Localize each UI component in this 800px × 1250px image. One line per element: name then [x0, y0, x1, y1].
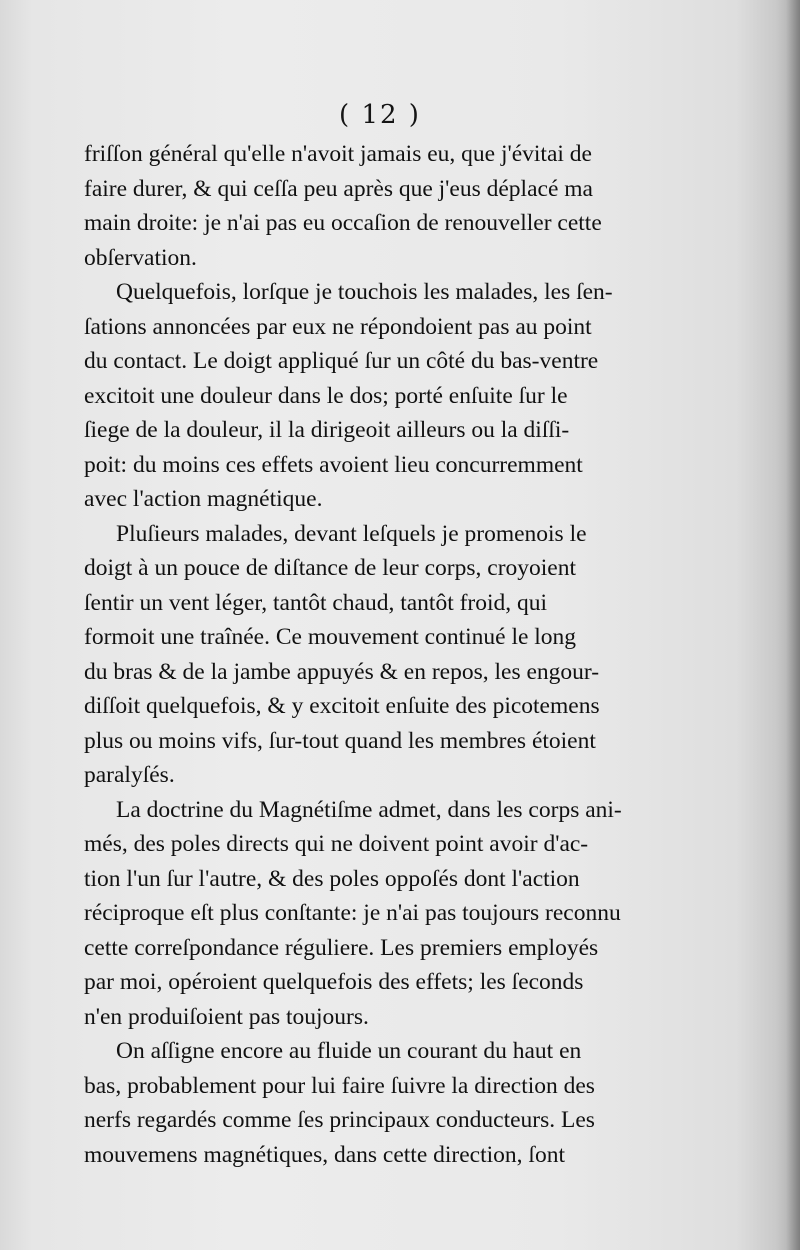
paragraph	[84, 793, 698, 1035]
text-line: paralyſés.	[84, 762, 175, 788]
text-line: ſations annoncées par eux ne répondoient pas au point	[84, 313, 592, 340]
text-line: On aſſigne encore au fluide un courant du haut en	[116, 1038, 582, 1064]
text-line: ſiege de la douleur, il la dirigeoit ailleurs ou la diſſi-	[84, 417, 570, 443]
page-edge-shadow	[786, 0, 800, 1250]
text-line: excitoit une douleur dans le dos; porté enſuite ſur le	[84, 382, 568, 409]
text-line: du contact. Le doigt appliqué ſur un côté du bas-ventre	[84, 348, 599, 374]
text-line: diſſoit quelquefois, & y excitoit enſuite des picotemens	[84, 693, 600, 719]
text-line: plus ou moins vifs, ſur-tout quand les membres étoient	[84, 727, 596, 754]
text-line: nerfs regardés comme ſes principaux conducteurs. Les	[84, 1107, 595, 1133]
text-line: du bras & de la jambe appuyés & en repos, les engour-	[84, 658, 600, 685]
text-line: main droite: je n'ai pas eu occaſion de renouveller cette	[84, 210, 602, 236]
body-text	[84, 137, 698, 1172]
text-line: obſervation.	[84, 244, 197, 271]
text-line: doigt à un pouce de diſtance de leur corps, croyoient	[84, 555, 577, 581]
text-line: ſentir un vent léger, tantôt chaud, tantôt froid, qui	[84, 589, 548, 616]
text-line: més, des poles directs qui ne doivent point avoir d'ac-	[84, 831, 589, 857]
page-number: ( 12 )	[339, 100, 421, 130]
paragraph	[84, 137, 698, 275]
text-line: Quelquefois, lorſque je touchois les malades, les ſen-	[116, 279, 613, 305]
text-line: cette correſpondance réguliere. Les premiers employés	[84, 934, 599, 961]
text-line: bas, probablement pour lui faire ſuivre la direction des	[84, 1072, 595, 1099]
text-line: poit: du moins ces effets avoient lieu concurremment	[84, 451, 583, 478]
text-line: avec l'action magnétique.	[84, 486, 323, 512]
text-line: n'en produiſoient pas toujours.	[84, 1003, 369, 1030]
text-line: formoit une traînée. Ce mouvement continué le long	[84, 624, 577, 650]
text-line: Pluſieurs malades, devant leſquels je promenois le	[116, 520, 587, 547]
text-line: faire durer, & qui ceſſa peu après que j'eus déplacé ma	[84, 175, 593, 202]
text-line: par moi, opéroient quelquefois des effets; les ſeconds	[84, 969, 584, 995]
paragraph	[84, 1034, 698, 1172]
text-line: tion l'un ſur l'autre, & des poles oppoſés dont l'action	[84, 865, 580, 892]
text-line: mouvemens magnétiques, dans cette direction, ſont	[84, 1141, 565, 1168]
text-line: friſſon général qu'elle n'avoit jamais eu, que j'évitai de	[84, 141, 592, 167]
text-line: La doctrine du Magnétiſme admet, dans les corps ani-	[116, 796, 622, 823]
paragraph	[84, 275, 698, 517]
text-line: réciproque eſt plus conſtante: je n'ai pas toujours reconnu	[84, 900, 621, 926]
paragraph	[84, 517, 698, 793]
